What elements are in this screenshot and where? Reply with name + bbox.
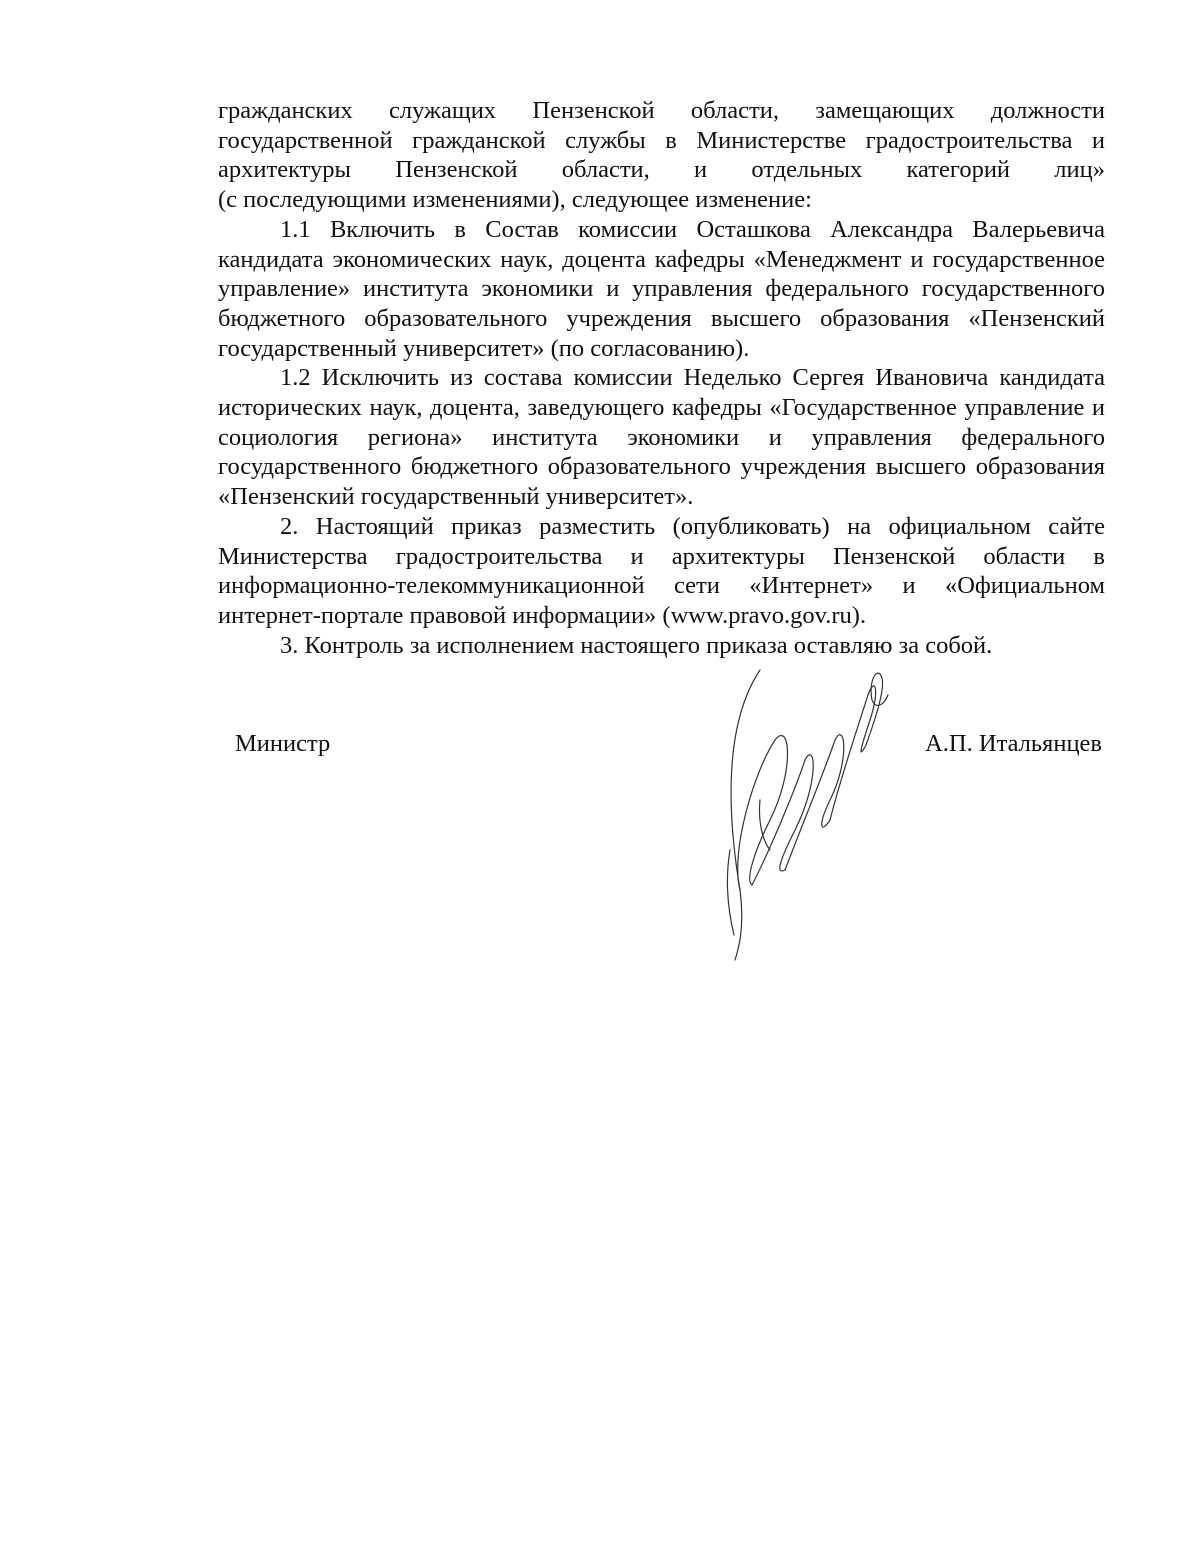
paragraph-2: 2. Настоящий приказ разместить (опубликовать) на официальном сайте Министерства градостроительства и архитектуры Пензенской области в информационно-телекоммуникационной сети «Интернет» и «Официальном интернет-портале правовой информации» (www.pravo.gov.ru).: [218, 512, 1105, 629]
document-body: [218, 96, 1105, 660]
paragraph-intro-part1: гражданских служащих Пензенской области, замещающих должности государственной гражданской службы в Министерстве градостроительства и архитектуры Пензенской области, и отдельных категорий лиц»: [218, 97, 1105, 184]
handwritten-signature: [700, 650, 900, 970]
paragraph-intro-part2: (с последующими изменениями), следующее изменение:: [218, 186, 812, 214]
signer-name: А.П. Итальянцев: [925, 730, 1102, 757]
paragraph-1-1: 1.1 Включить в Состав комиссии Осташкова Александра Валерьевича кандидата экономических наук, доцента кафедры «Менеджмент и государственное управление» института экономики и управления федерального государственного бюджетного образовательного учреждения высшего образования «Пензенский государственный университет» (по согласованию).: [218, 215, 1105, 362]
paragraph-1-2: 1.2 Исключить из состава комиссии Неделько Сергея Ивановича кандидата исторических наук, доцента, заведующего кафедры «Государственное управление и социология региона» института экономики и управления федерального государственного бюджетного образовательного учреждения высшего образования «Пензенский государственный университет».: [218, 364, 1105, 511]
paragraph-3: 3. Контроль за исполнением настоящего приказа оставляю за собой.: [280, 631, 993, 659]
signer-position: Министр: [235, 730, 331, 757]
